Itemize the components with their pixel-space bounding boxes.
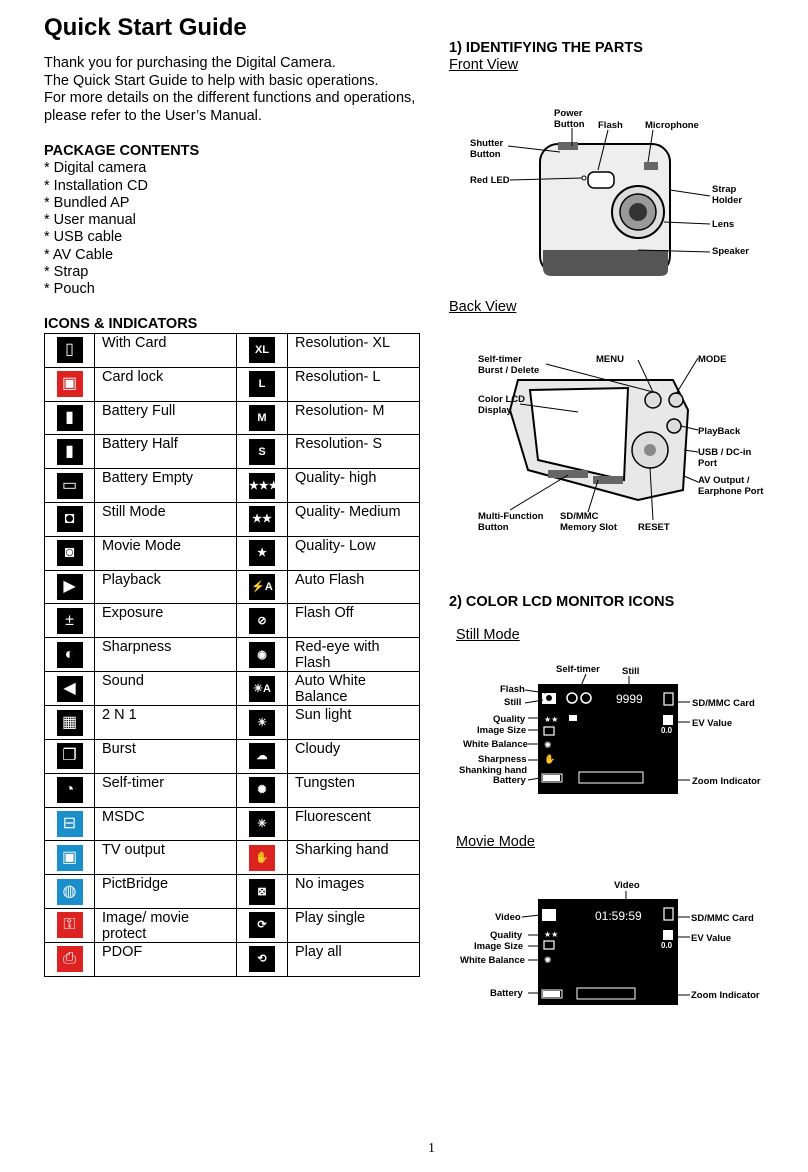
play-single-icon: ⟳ — [249, 912, 275, 938]
icon-table-row — [45, 604, 420, 638]
movie-ev-value: 0.0 — [661, 941, 673, 950]
still-ev-value: 0.0 — [661, 726, 673, 735]
resolution-m-icon: M — [249, 405, 275, 431]
svg-text:✺: ✺ — [544, 955, 552, 965]
shaking-hand-icon: ✋ — [249, 845, 275, 871]
section1-heading: 1) IDENTIFYING THE PARTS — [449, 40, 643, 56]
icon-description: Sun light — [288, 706, 420, 740]
package-item: * Strap — [44, 264, 89, 281]
icon-description: PDOF — [95, 942, 237, 976]
label-mode: MODE — [698, 354, 727, 365]
sun-light-icon: ☀ — [249, 710, 275, 736]
icon-description: Tungsten — [288, 773, 420, 807]
label-self-timer-burst-delete: Self-timer Burst / Delete — [478, 354, 540, 376]
intro-line: The Quick Start Guide to help with basic operations. — [44, 72, 379, 89]
icon-description: Self-timer — [95, 773, 237, 807]
icon-description: Quality- high — [288, 469, 420, 503]
icon-description: Burst — [95, 739, 237, 773]
icon-description: Flash Off — [288, 604, 420, 638]
still-shot-count: 9999 — [616, 692, 643, 706]
flash-off-icon: ⊘ — [249, 608, 275, 634]
label-sd-card: SD/MMC Card — [692, 698, 755, 709]
icon-description: MSDC — [95, 807, 237, 841]
icon-description: TV output — [95, 841, 237, 875]
label-av-output: AV Output / Earphone Port — [698, 475, 764, 497]
icon-description: Cloudy — [288, 739, 420, 773]
label-battery: Battery — [493, 775, 526, 786]
icon-description: Image/ movie protect — [95, 908, 237, 942]
auto-flash-icon: ⚡A — [249, 574, 275, 600]
camera-back-drawing — [510, 380, 688, 500]
icon-description: With Card — [95, 334, 237, 368]
package-item: * User manual — [44, 212, 136, 229]
camera-front-drawing — [540, 142, 670, 276]
label-shutter-button: Shutter Button — [470, 138, 504, 160]
movie-time: 01:59:59 — [595, 909, 642, 923]
icon-table-row — [45, 706, 420, 740]
label-battery: Battery — [490, 988, 523, 999]
icon-description: Sound — [95, 672, 237, 706]
icon-description: PictBridge — [95, 875, 237, 909]
cloudy-icon: ☁ — [249, 743, 275, 769]
icon-table-row — [45, 334, 420, 368]
back-view-diagram — [448, 340, 788, 540]
label-sd-card: SD/MMC Card — [691, 913, 754, 924]
playback-icon: ▶ — [57, 574, 83, 600]
icon-description: 2 N 1 — [95, 706, 237, 740]
battery-empty-icon: ▭ — [57, 473, 83, 499]
icon-description: Quality- Medium — [288, 502, 420, 536]
icon-table-row — [45, 536, 420, 570]
label-usb-dc-in-port: USB / DC-in Port — [698, 447, 752, 469]
icon-table-row — [45, 502, 420, 536]
label-color-lcd-display: Color LCD Display — [478, 394, 525, 416]
label-sd-memory-slot: SD/MMC Memory Slot — [560, 511, 618, 533]
icon-description: Fluorescent — [288, 807, 420, 841]
icon-table-row — [45, 435, 420, 469]
label-zoom-indicator: Zoom Indicator — [691, 990, 760, 1001]
msdc-icon: ⊟ — [57, 811, 83, 837]
icon-description: Resolution- M — [288, 401, 420, 435]
package-heading: PACKAGE CONTENTS — [44, 143, 200, 159]
icon-description: Sharking hand — [288, 841, 420, 875]
label-lens: Lens — [712, 219, 735, 230]
section2-heading: 2) COLOR LCD MONITOR ICONS — [449, 594, 675, 610]
protect-icon: ⚿ — [57, 912, 83, 938]
icon-table-row — [45, 841, 420, 875]
svg-text:✋: ✋ — [544, 754, 556, 764]
icon-table-row — [45, 401, 420, 435]
intro-line: For more details on the different functions and operations, — [44, 90, 416, 106]
icon-description: Still Mode — [95, 502, 237, 536]
movie-mode-lcd-diagram — [448, 875, 788, 1015]
page-title: Quick Start Guide — [44, 14, 247, 41]
label-multi-function-button: Multi-Function Button — [478, 511, 544, 533]
package-item: * Pouch — [44, 281, 95, 298]
icon-table-row — [45, 908, 420, 942]
tv-output-icon: ▣ — [57, 845, 83, 871]
resolution-xl-icon: XL — [249, 337, 275, 363]
icon-description: Resolution- XL — [288, 334, 420, 368]
label-quality: Quality — [490, 930, 523, 941]
sd-card-icon: ▯ — [57, 337, 83, 363]
intro-line: Thank you for purchasing the Digital Camera. — [44, 55, 336, 71]
label-speaker: Speaker — [712, 246, 749, 257]
movie-mode-heading: Movie Mode — [456, 834, 535, 850]
package-item: * Installation CD — [44, 177, 148, 194]
battery-half-icon: ▮ — [57, 439, 83, 465]
quality-medium-icon: ★★ — [249, 506, 275, 532]
play-all-icon: ⟲ — [249, 946, 275, 972]
package-item: * AV Cable — [44, 246, 114, 263]
package-item: * Bundled AP — [44, 194, 130, 211]
tungsten-icon: ✺ — [249, 777, 275, 803]
label-ev-value: EV Value — [691, 933, 732, 944]
exposure-icon: ± — [57, 608, 83, 634]
still-mode-icon: ◘ — [57, 506, 83, 532]
label-zoom-indicator: Zoom Indicator — [692, 776, 761, 787]
intro-line: please refer to the User’s Manual. — [44, 107, 262, 124]
movie-mode-icon: ◙ — [57, 540, 83, 566]
icon-table-row — [45, 570, 420, 604]
resolution-s-icon: S — [249, 439, 275, 465]
icon-table-row — [45, 942, 420, 976]
label-menu: MENU — [596, 354, 624, 365]
icon-table-row — [45, 367, 420, 401]
back-view-heading: Back View — [449, 299, 517, 315]
red-eye-flash-icon: ◉ — [249, 642, 275, 668]
icon-description: Resolution- L — [288, 367, 420, 401]
icon-table-row — [45, 638, 420, 672]
pdof-icon: ⎙ — [57, 946, 83, 972]
label-flash: Flash — [598, 120, 623, 131]
label-shaking-hand: Shanking hand — [459, 765, 528, 776]
label-power-button: Power Button — [554, 108, 585, 130]
page-number: 1 — [428, 1141, 435, 1156]
icon-description: Auto Flash — [288, 570, 420, 604]
label-microphone: Microphone — [645, 120, 699, 131]
label-flash: Flash — [500, 684, 525, 695]
icon-description: Movie Mode — [95, 536, 237, 570]
auto-white-balance-icon: ☀A — [249, 676, 275, 702]
icon-table-row — [45, 875, 420, 909]
icon-description: Red-eye with Flash — [288, 638, 420, 672]
icon-description: Auto White Balance — [288, 672, 420, 706]
burst-icon: ❐ — [57, 743, 83, 769]
icon-table-row — [45, 773, 420, 807]
label-video: Video — [495, 912, 521, 923]
resolution-l-icon: L — [249, 371, 275, 397]
package-item: * USB cable — [44, 229, 123, 246]
label-red-led: Red LED — [470, 175, 510, 186]
battery-full-icon: ▮ — [57, 405, 83, 431]
icons-table — [44, 333, 420, 977]
sound-icon: ◀ — [57, 676, 83, 702]
pictbridge-icon: ◍ — [57, 879, 83, 905]
still-mode-heading: Still Mode — [456, 627, 520, 643]
label-still-top: Still — [622, 666, 640, 677]
icon-description: Battery Full — [95, 401, 237, 435]
card-lock-icon: ▣ — [57, 371, 83, 397]
icon-description: Playback — [95, 570, 237, 604]
label-quality: Quality — [493, 714, 526, 725]
label-reset: RESET — [638, 522, 670, 533]
label-ev-value: EV Value — [692, 718, 733, 729]
label-white-balance: White Balance — [460, 955, 525, 966]
icon-description: Card lock — [95, 367, 237, 401]
label-strap-holder: Strap Holder — [712, 184, 743, 206]
two-in-one-icon: ▦ — [57, 710, 83, 736]
self-timer-icon: ◔ — [57, 777, 83, 803]
icons-heading: ICONS & INDICATORS — [44, 316, 198, 332]
front-view-diagram — [448, 100, 788, 290]
label-image-size: Image Size — [477, 725, 527, 736]
label-image-size: Image Size — [474, 941, 524, 952]
label-sharpness: Sharpness — [478, 754, 527, 765]
icon-description: Quality- Low — [288, 536, 420, 570]
icon-description: Play all — [288, 942, 420, 976]
icon-table-row — [45, 469, 420, 503]
icon-description: Battery Empty — [95, 469, 237, 503]
svg-text:★★: ★★ — [544, 930, 559, 939]
package-contents — [44, 143, 199, 299]
label-video-top: Video — [614, 880, 640, 891]
sharpness-icon: ◐ — [57, 642, 83, 668]
no-images-icon: ⊠ — [249, 879, 275, 905]
icon-description: Play single — [288, 908, 420, 942]
icon-table-row — [45, 807, 420, 841]
quality-high-icon: ★★★ — [249, 473, 275, 499]
label-white-balance: White Balance — [463, 739, 528, 750]
fluorescent-icon: ✳ — [249, 811, 275, 837]
icon-table-row — [45, 739, 420, 773]
svg-text:✺: ✺ — [544, 740, 552, 750]
icon-description: Exposure — [95, 604, 237, 638]
icon-description: Battery Half — [95, 435, 237, 469]
icon-description: Sharpness — [95, 638, 237, 672]
quality-low-icon: ★ — [249, 540, 275, 566]
intro-text — [44, 55, 434, 125]
svg-text:★★: ★★ — [544, 715, 559, 724]
front-view-heading: Front View — [449, 57, 519, 73]
icon-table-row — [45, 672, 420, 706]
label-playback: PlayBack — [698, 426, 741, 437]
icon-description: No images — [288, 875, 420, 909]
package-item: * Digital camera — [44, 160, 147, 177]
icon-description: Resolution- S — [288, 435, 420, 469]
still-mode-lcd-diagram — [448, 660, 788, 800]
label-still: Still — [504, 697, 522, 708]
label-self-timer: Self-timer — [556, 664, 600, 675]
